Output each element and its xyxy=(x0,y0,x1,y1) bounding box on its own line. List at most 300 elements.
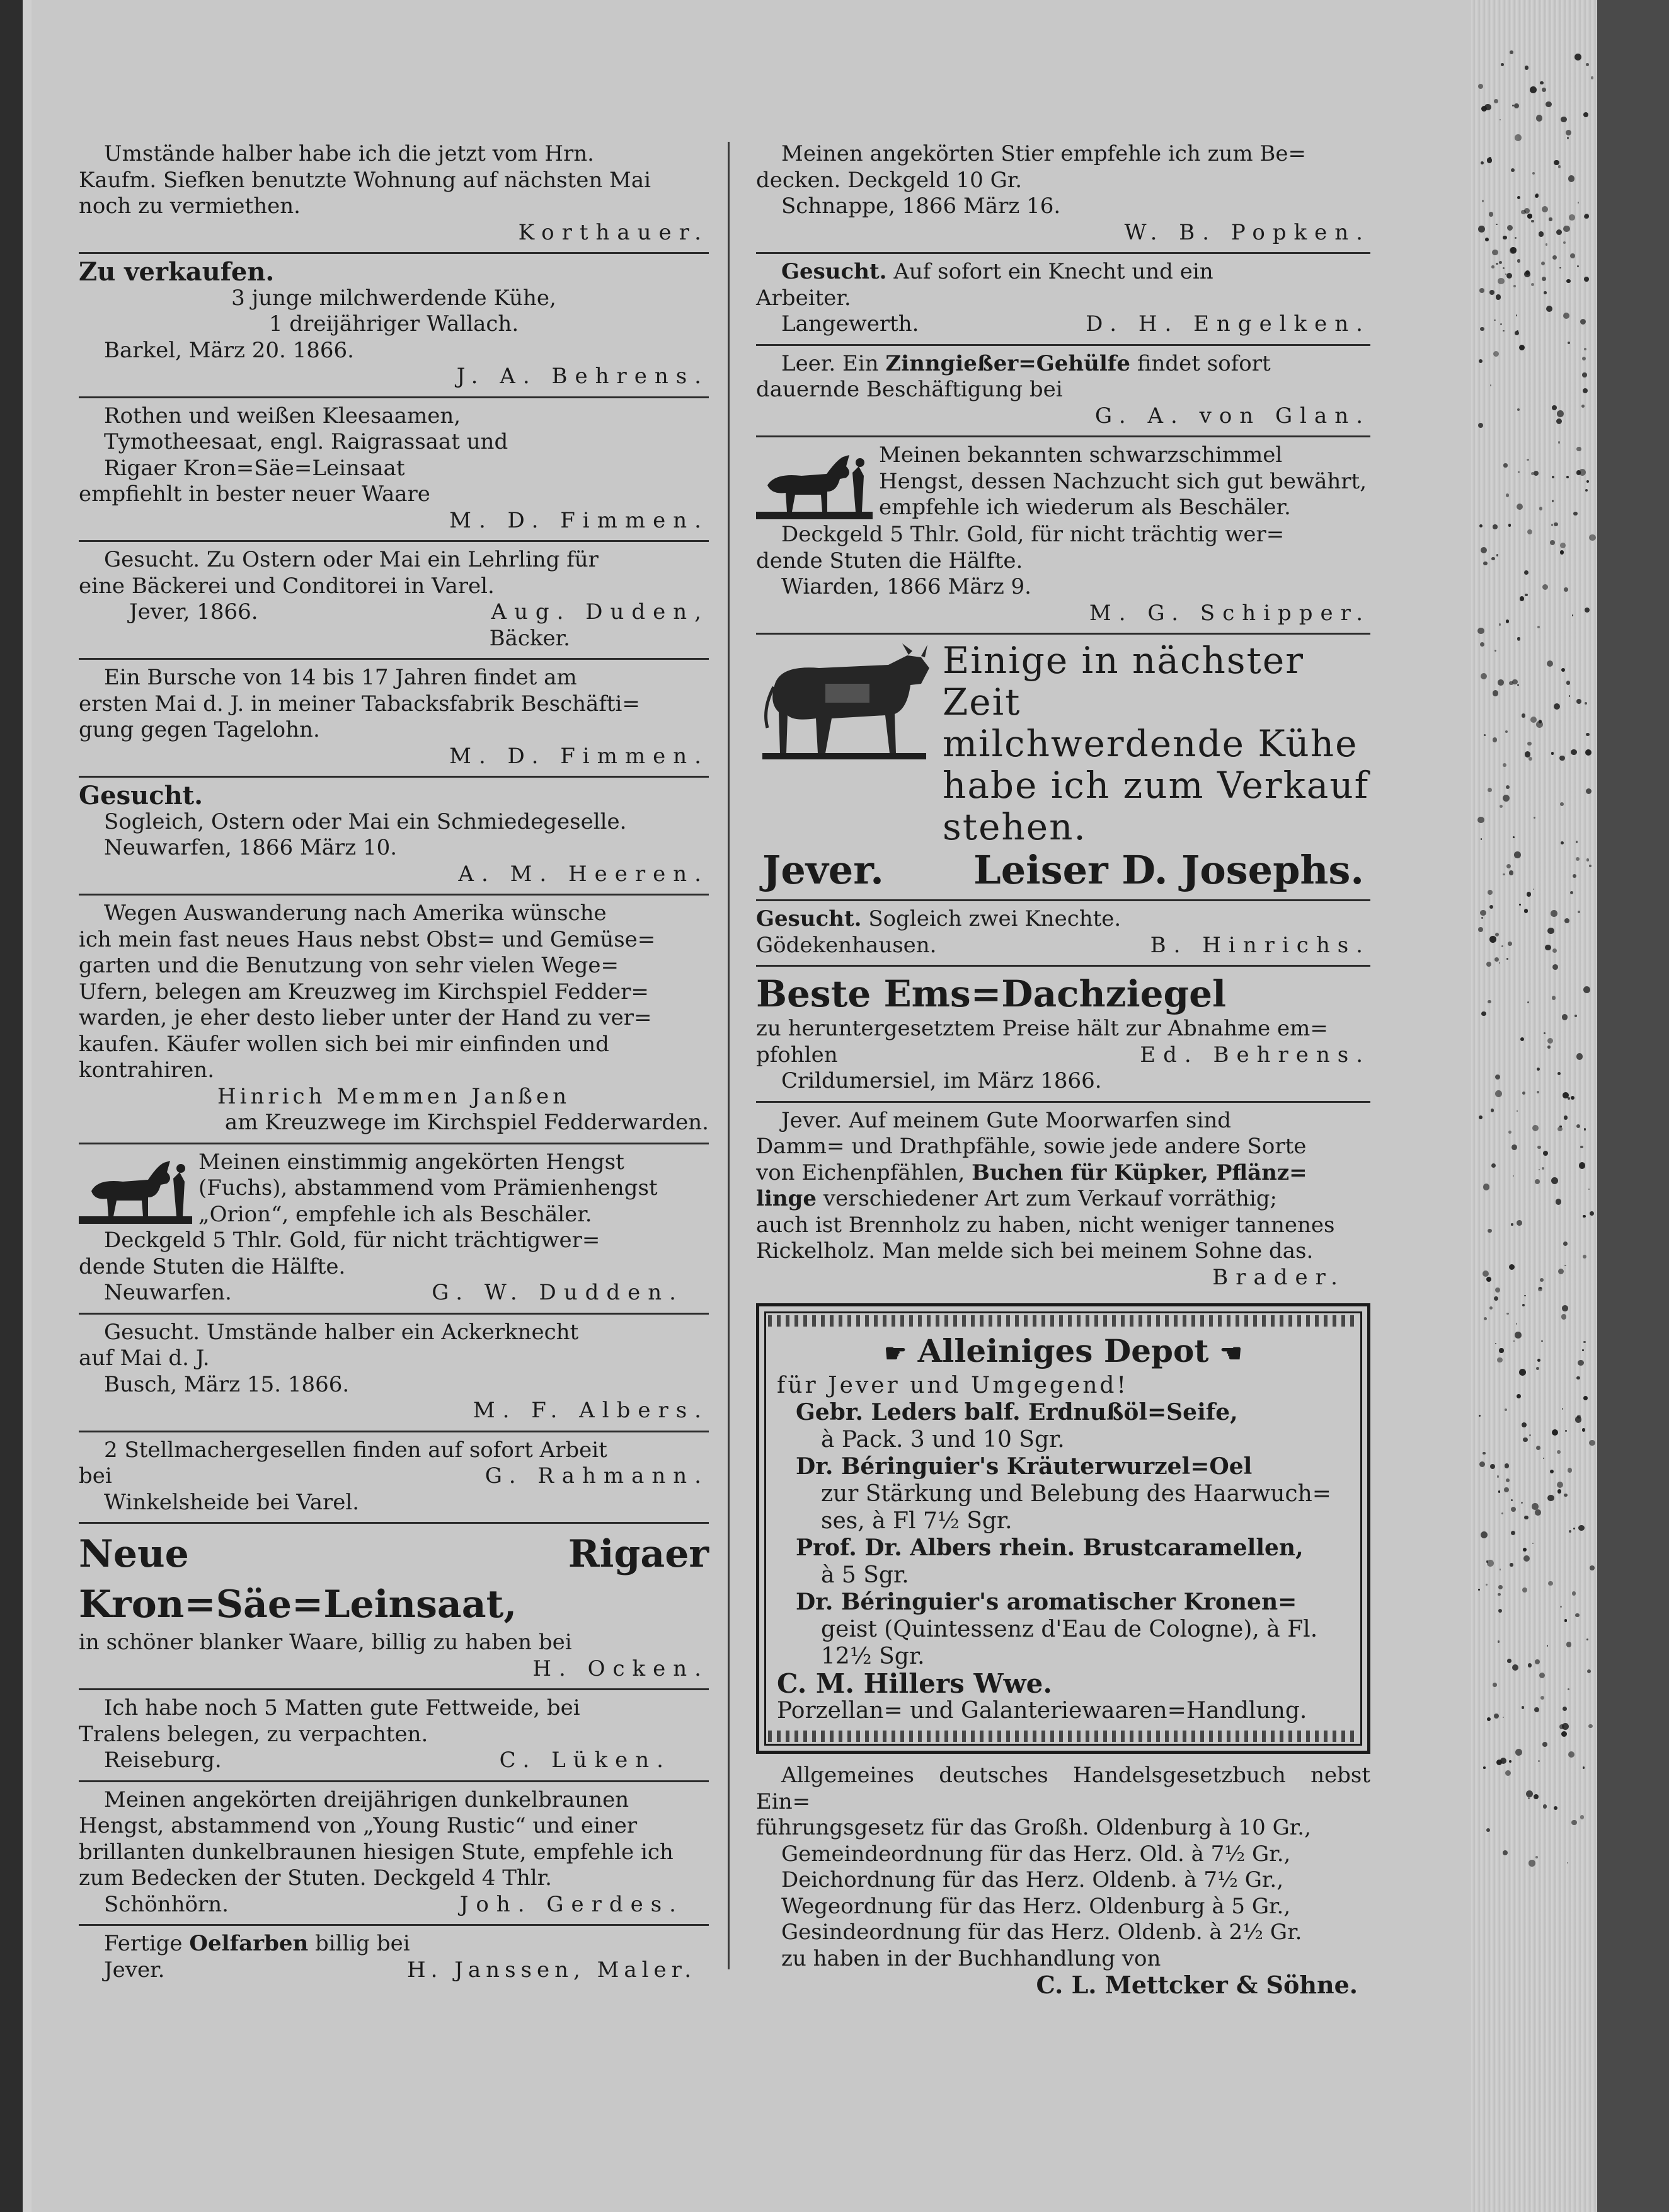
speck xyxy=(1521,210,1525,214)
ad-signature: M. F. Albers. xyxy=(473,1398,709,1423)
speck xyxy=(1480,642,1484,647)
ad-large-line: stehen. xyxy=(943,805,1087,848)
speck xyxy=(1566,279,1571,284)
ad-line: eine Bäckerei und Conditorei in Varel. xyxy=(79,573,495,599)
speck xyxy=(1483,562,1487,565)
ad-signature-business: Porzellan= und Galanteriewaaren=Handlung. xyxy=(777,1698,1307,1724)
speck xyxy=(1552,405,1557,410)
speck xyxy=(1517,1110,1518,1112)
ad-line: in schöner blanker Waare, billig zu haben bei xyxy=(79,1630,572,1655)
ad-line: von Eichenpfählen, xyxy=(756,1160,965,1185)
speck xyxy=(1562,1014,1568,1020)
speck xyxy=(1552,964,1558,970)
speck xyxy=(1583,1766,1585,1768)
speck xyxy=(1506,958,1508,960)
ad-signature: G. Rahmann. xyxy=(485,1463,709,1489)
speck xyxy=(1493,524,1497,529)
ad-separator xyxy=(756,252,1370,254)
ad-line: Deckgeld 5 Thlr. Gold, für nicht trächtig wer= xyxy=(781,522,1285,547)
speck xyxy=(1477,817,1484,823)
ad-line: empfiehlt in bester neuer Waare xyxy=(79,481,430,507)
speck xyxy=(1540,1278,1544,1282)
speck xyxy=(1510,247,1517,253)
ad-line: dende Stuten die Hälfte. xyxy=(79,1253,346,1279)
depot-item-price: à Pack. 3 und 10 Sgr. xyxy=(821,1427,1065,1453)
ad-signature: Ed. Behrens. xyxy=(1140,1042,1370,1068)
speck xyxy=(1586,1639,1588,1640)
speck xyxy=(1483,1184,1489,1190)
speck xyxy=(1571,1096,1574,1100)
speck xyxy=(1532,172,1535,175)
depot-item-price: 12½ Sgr. xyxy=(821,1644,925,1669)
speck xyxy=(1504,1487,1509,1492)
speck xyxy=(1536,1367,1539,1370)
speck xyxy=(1547,1645,1549,1647)
ad-line: Ein Bursche von 14 bis 17 Jahren findet am xyxy=(104,665,577,690)
ad-signature: H. Janssen, Maler. xyxy=(407,1957,696,1983)
speck xyxy=(1477,628,1484,635)
ad-signature: A. M. Heeren. xyxy=(458,861,709,887)
speck xyxy=(1491,265,1494,268)
speck xyxy=(1531,283,1534,286)
speck xyxy=(1535,1509,1541,1516)
ad-line: zum Bedecken der Stuten. Deckgeld 4 Thlr. xyxy=(79,1865,552,1891)
ad-zu-verkaufen xyxy=(79,256,709,394)
speck xyxy=(1478,927,1483,932)
speck xyxy=(1523,1437,1527,1442)
speck xyxy=(1524,271,1530,277)
ad-heading: Zu verkaufen. xyxy=(79,257,275,287)
speck xyxy=(1508,942,1512,946)
speck xyxy=(1528,1663,1532,1668)
speck xyxy=(1493,1683,1497,1687)
ad-line: Tralens belegen, zu verpachten. xyxy=(79,1721,428,1747)
ad-signature: W. B. Popken. xyxy=(1124,219,1370,245)
speck xyxy=(1576,857,1580,861)
previous-page-edge xyxy=(23,0,32,2212)
speck xyxy=(1591,76,1594,79)
speck xyxy=(1533,889,1534,890)
right-column xyxy=(756,139,1370,2002)
ad-large-line: habe ich zum Verkauf xyxy=(943,764,1370,807)
ad-zwei-knechte xyxy=(756,904,1370,962)
ad-separator xyxy=(79,396,709,398)
speck xyxy=(1480,910,1486,916)
speck xyxy=(1494,320,1496,321)
speck xyxy=(1532,1543,1534,1544)
speck xyxy=(1531,472,1534,475)
speck xyxy=(1584,214,1589,219)
ad-line: dende Stuten die Hälfte. xyxy=(756,548,1023,573)
ad-place-date: Crildumersiel, im März 1866. xyxy=(781,1068,1102,1093)
speck xyxy=(1478,226,1485,233)
ad-place-date: Langewerth. xyxy=(781,311,919,337)
ad-line: kontrahiren. xyxy=(79,1057,215,1083)
depot-item: Dr. Béringuier's Kräuterwurzel=Oel xyxy=(796,1453,1253,1480)
speck xyxy=(1586,733,1589,736)
ad-separator xyxy=(79,1688,709,1690)
speck xyxy=(1503,763,1506,767)
ad-separator xyxy=(79,1313,709,1315)
ad-line: Fertige xyxy=(104,1931,183,1956)
ad-line: brillanten dunkelbraunen hiesigen Stute, empfehle ich xyxy=(79,1839,674,1865)
horse-illustration-icon xyxy=(79,1153,192,1226)
speck xyxy=(1536,721,1543,728)
ad-separator xyxy=(79,252,709,254)
speck xyxy=(1498,1490,1500,1492)
ad-line: ersten Mai d. J. in meiner Tabacksfabrik Beschäfti= xyxy=(79,691,640,717)
ad-line: Arbeiter. xyxy=(756,285,851,311)
speck xyxy=(1522,1304,1525,1306)
ad-heading: Beste Ems=Dachziegel xyxy=(756,972,1227,1015)
speck xyxy=(1536,115,1543,122)
ad-line: Gemeindeordnung für das Herz. Old. à 7½ Gr., xyxy=(781,1841,1291,1867)
speck xyxy=(1561,668,1565,672)
speck xyxy=(1557,410,1564,417)
speck xyxy=(1489,936,1496,943)
speck xyxy=(1535,1179,1540,1184)
speck xyxy=(1509,1760,1511,1763)
speck xyxy=(1528,1797,1530,1799)
ad-line: (Fuchs), abstammend vom Prämienhengst xyxy=(198,1175,658,1201)
ad-line: kaufen. Käufer wollen sich bei mir einfinden und xyxy=(79,1031,609,1057)
speck xyxy=(1552,476,1554,478)
speck xyxy=(1586,480,1589,483)
speck xyxy=(1503,267,1505,269)
ad-oelfarben xyxy=(79,1928,709,1987)
ad-signature: D. H. Engelken. xyxy=(1086,311,1370,337)
speck xyxy=(1563,313,1569,319)
ad-line: Deckgeld 5 Thlr. Gold, für nicht trächtigwer= xyxy=(104,1228,600,1253)
speck xyxy=(1522,1092,1525,1095)
speck xyxy=(1489,1306,1493,1310)
speck xyxy=(1542,206,1548,212)
speck xyxy=(1489,290,1494,295)
ad-signature-address: am Kreuzwege im Kirchspiel Fedderwarden. xyxy=(224,1110,709,1135)
speck xyxy=(1488,890,1493,895)
speck xyxy=(1540,1696,1544,1700)
ad-place-date: Busch, März 15. 1866. xyxy=(104,1371,350,1397)
speck xyxy=(1498,278,1505,285)
depot-item-detail: geist (Quintessenz d'Eau de Cologne), à Fl. xyxy=(821,1616,1318,1642)
speck xyxy=(1517,330,1518,332)
speck xyxy=(1511,1223,1513,1225)
speck xyxy=(1546,101,1551,107)
ad-large-line: milchwerdende Kühe xyxy=(943,722,1358,765)
ad-signature: C. L. Mettcker & Söhne. xyxy=(1036,1971,1358,1999)
speck xyxy=(1523,1548,1527,1552)
ad-kuehe-verkauf xyxy=(756,637,1370,897)
ad-schwarzschimmel xyxy=(756,440,1370,630)
ad-stellmacher xyxy=(79,1435,709,1520)
speck xyxy=(1515,1332,1522,1339)
speck xyxy=(1519,904,1520,905)
speck xyxy=(1522,713,1525,717)
speck xyxy=(1520,1037,1524,1041)
speck xyxy=(1521,1502,1523,1504)
speck xyxy=(1503,236,1507,240)
ad-line: Hengst, abstammend von „Young Rustic“ und einer xyxy=(79,1813,638,1838)
ad-signature: Korthauer. xyxy=(518,219,709,245)
depot-item: Dr. Béringuier's aromatischer Kronen= xyxy=(796,1589,1297,1615)
ad-line: Umstände halber habe ich die jetzt vom Hrn. xyxy=(104,141,594,166)
ad-place-date: Wiarden, 1866 März 9. xyxy=(781,574,1031,599)
speck xyxy=(1566,681,1570,684)
speck xyxy=(1505,1463,1510,1468)
speck xyxy=(1557,1489,1561,1493)
ad-place: Jever. xyxy=(762,847,884,893)
ad-zinngiesser xyxy=(756,349,1370,434)
ad-depot-box xyxy=(756,1303,1370,1754)
speck xyxy=(1561,1314,1567,1320)
speck xyxy=(1581,405,1585,408)
speck xyxy=(1503,795,1510,802)
speck xyxy=(1530,717,1537,723)
speck xyxy=(1530,86,1537,93)
ad-separator xyxy=(756,899,1370,901)
ad-line: Ich habe noch 5 Matten gute Fettweide, bei xyxy=(104,1695,580,1720)
speck xyxy=(1543,1151,1548,1156)
ad-line: Meinen angekörten Stier empfehle ich zum Be= xyxy=(781,141,1307,166)
ad-signature: C. Lüken. xyxy=(499,1748,671,1773)
ad-separator xyxy=(79,894,709,896)
speck xyxy=(1527,742,1531,746)
speck xyxy=(1577,1415,1580,1418)
speck xyxy=(1578,1360,1584,1366)
speck xyxy=(1525,66,1528,69)
speck xyxy=(1564,1115,1568,1120)
speck xyxy=(1544,1032,1546,1034)
ad-hengst-young-rustic xyxy=(79,1785,709,1922)
speck xyxy=(1576,841,1578,843)
ad-auswanderung xyxy=(79,898,709,1140)
ad-line: billig bei xyxy=(315,1931,410,1956)
speck xyxy=(1552,996,1556,999)
greek-key-border xyxy=(768,1731,1358,1742)
ad-signature: M. D. Fimmen. xyxy=(449,743,709,769)
speck xyxy=(1511,1499,1513,1501)
ad-kleesaamen xyxy=(79,401,709,538)
speck xyxy=(1559,267,1561,269)
ad-separator xyxy=(756,633,1370,635)
speck xyxy=(1503,873,1505,875)
speck xyxy=(1583,1255,1586,1259)
page-stack-edge xyxy=(1471,0,1597,2212)
speck xyxy=(1517,1394,1521,1398)
ad-line: bei xyxy=(79,1463,112,1489)
ad-signature: Leiser D. Josephs. xyxy=(973,847,1364,893)
speck xyxy=(1564,587,1568,592)
ad-highlight: Oelfarben xyxy=(189,1931,309,1956)
ad-signature: Joh. Gerdes. xyxy=(459,1891,684,1917)
speck xyxy=(1562,1723,1569,1730)
speck xyxy=(1494,1714,1499,1719)
ad-line: dauernde Beschäftigung bei xyxy=(756,377,1063,402)
ad-line: Meinen einstimmig angekörten Hengst xyxy=(198,1149,624,1175)
speck xyxy=(1499,623,1501,625)
speck xyxy=(1569,214,1575,221)
ad-highlight: linge xyxy=(756,1186,817,1211)
speck xyxy=(1557,1127,1562,1131)
speck xyxy=(1584,1128,1586,1131)
ad-signature: M. G. Schipper. xyxy=(1089,600,1370,626)
speck xyxy=(1564,1494,1567,1497)
ad-line: „Orion“, empfehle ich als Beschäler. xyxy=(198,1201,592,1227)
ad-place-date: Winkelsheide bei Varel. xyxy=(104,1489,360,1515)
ad-line: Rigaer Kron=Säe=Leinsaat xyxy=(104,455,405,481)
speck xyxy=(1527,459,1528,461)
speck xyxy=(1484,104,1491,110)
ad-separator xyxy=(79,1522,709,1524)
ad-signature: C. M. Hillers Wwe. xyxy=(777,1668,1053,1699)
speck xyxy=(1567,137,1569,139)
ad-line: noch zu vermiethen. xyxy=(79,193,301,219)
ad-separator xyxy=(79,1431,709,1432)
ad-line: Wegeordnung für das Herz. Oldenburg à 5 Gr., xyxy=(781,1893,1291,1919)
ad-line: Deichordnung für das Herz. Oldenb. à 7½ Gr., xyxy=(781,1867,1284,1892)
speck xyxy=(1503,1850,1508,1855)
ad-line: Leer. Ein xyxy=(781,350,879,376)
speck xyxy=(1568,1097,1570,1100)
speck xyxy=(1560,543,1566,548)
ad-signature: B. Hinrichs. xyxy=(1150,932,1370,958)
ad-knecht-arbeiter xyxy=(756,256,1370,342)
speck xyxy=(1501,1512,1503,1514)
depot-item-detail: zur Stärkung und Belebung des Haarwuch= xyxy=(821,1481,1331,1507)
speck xyxy=(1535,1856,1538,1858)
speck xyxy=(1500,323,1502,325)
speck xyxy=(1571,1820,1576,1825)
speck xyxy=(1566,1642,1571,1647)
ad-separator xyxy=(79,540,709,542)
ad-leinsaat xyxy=(79,1526,709,1686)
speck xyxy=(1489,157,1491,159)
speck xyxy=(1527,214,1532,218)
speck xyxy=(1478,423,1483,428)
column-divider xyxy=(728,142,730,1969)
speck xyxy=(1547,928,1554,935)
speck xyxy=(1583,1341,1586,1344)
ad-place-date: Neuwarfen. xyxy=(104,1280,232,1305)
ad-moorwarfen xyxy=(756,1105,1370,1295)
speck xyxy=(1589,1440,1595,1446)
speck xyxy=(1568,175,1574,181)
speck xyxy=(1542,1167,1544,1170)
speck xyxy=(1503,463,1507,467)
ad-line: führungsgesetz für das Großh. Oldenburg à 10 Gr., xyxy=(756,1815,1311,1840)
speck xyxy=(1589,865,1592,867)
ad-signature-role: Bäcker. xyxy=(489,625,570,651)
speck xyxy=(1574,1015,1577,1017)
ad-separator xyxy=(79,1924,709,1926)
speck xyxy=(1582,357,1586,360)
speck xyxy=(1590,1211,1594,1216)
ad-line: auch ist Brennholz zu haben, nicht weniger tannenes xyxy=(756,1212,1335,1238)
speck xyxy=(1556,1199,1562,1205)
speck xyxy=(1563,226,1570,233)
speck xyxy=(1534,1707,1539,1712)
speck xyxy=(1554,522,1557,526)
speck xyxy=(1588,1189,1590,1190)
speck xyxy=(1551,752,1554,754)
ad-heading: Gesucht. xyxy=(79,781,204,810)
speck xyxy=(1517,684,1518,686)
speck xyxy=(1551,910,1557,917)
speck xyxy=(1509,870,1514,875)
speck xyxy=(1589,534,1596,541)
ad-line: Wegen Auswanderung nach Amerika wünsche xyxy=(104,901,607,926)
ad-place-date: Neuwarfen, 1866 März 10. xyxy=(104,835,398,860)
speck xyxy=(1547,1495,1554,1501)
ad-line: empfehle ich wiederum als Beschäler. xyxy=(879,495,1291,520)
ad-signature: Hinrich Memmen Janßen xyxy=(217,1083,571,1109)
speck xyxy=(1573,512,1578,516)
speck xyxy=(1498,1640,1500,1642)
speck xyxy=(1506,273,1512,279)
ad-signature: M. D. Fimmen. xyxy=(449,507,709,533)
speck xyxy=(1535,1659,1540,1664)
ad-line: Auf sofort ein Knecht und ein xyxy=(893,259,1213,284)
ad-separator xyxy=(79,658,709,660)
speck xyxy=(1579,469,1586,476)
ad-heading: Neue Rigaer Kron=Säe=Leinsaat, xyxy=(79,1532,709,1627)
ad-place-date: Reiseburg. xyxy=(104,1748,222,1773)
speck xyxy=(1522,1587,1527,1593)
depot-item-price: à 5 Sgr. xyxy=(821,1562,909,1588)
speck xyxy=(1576,1376,1580,1380)
speck xyxy=(1585,749,1592,756)
speck xyxy=(1537,1359,1540,1362)
speck xyxy=(1579,1162,1586,1169)
ad-heading: Gesucht. xyxy=(781,259,887,284)
speck xyxy=(1483,1766,1486,1769)
ad-line: Kaufm. Siefken benutzte Wohnung auf nächsten Mai xyxy=(79,167,651,193)
ad-signature: J. A. Behrens. xyxy=(456,364,709,389)
speck xyxy=(1582,372,1586,377)
speck xyxy=(1494,957,1499,962)
ad-place-date: Schönhörn. xyxy=(104,1891,229,1917)
ad-line: warden, je eher desto lieber unter der Hand zu ver= xyxy=(79,1005,652,1030)
ad-line: gung gegen Tagelohn. xyxy=(79,717,320,742)
speck xyxy=(1490,1464,1496,1470)
speck xyxy=(1549,217,1552,221)
speck xyxy=(1554,160,1559,165)
speck xyxy=(1510,50,1513,54)
speck xyxy=(1580,319,1586,325)
depot-item-price: ses, à Fl 7½ Sgr. xyxy=(821,1508,1012,1534)
ad-line: Meinen angekörten dreijährigen dunkelbraunen xyxy=(104,1787,629,1812)
speck xyxy=(1586,63,1588,66)
ad-place-date: Schnappe, 1866 März 16. xyxy=(781,193,1061,219)
ad-wohnung xyxy=(79,139,709,250)
speck xyxy=(1515,237,1517,239)
ad-line: findet sofort xyxy=(1137,350,1271,376)
speck xyxy=(1511,1144,1517,1150)
pointing-hand-right-icon: ☛ xyxy=(884,1339,907,1368)
speck xyxy=(1576,1053,1583,1059)
ad-separator xyxy=(79,1143,709,1144)
depot-item: Gebr. Leders balf. Erdnußöl=Seife, xyxy=(796,1399,1238,1426)
depot-item: Prof. Dr. Albers rhein. Brustcaramellen, xyxy=(796,1535,1304,1561)
ad-place: Gödekenhausen. xyxy=(756,932,937,958)
speck xyxy=(1494,1296,1498,1301)
speck xyxy=(1537,626,1540,628)
speck xyxy=(1590,1565,1595,1570)
speck xyxy=(1507,1659,1511,1663)
speck xyxy=(1517,637,1521,641)
ad-separator xyxy=(756,435,1370,437)
speck xyxy=(1537,1146,1540,1149)
